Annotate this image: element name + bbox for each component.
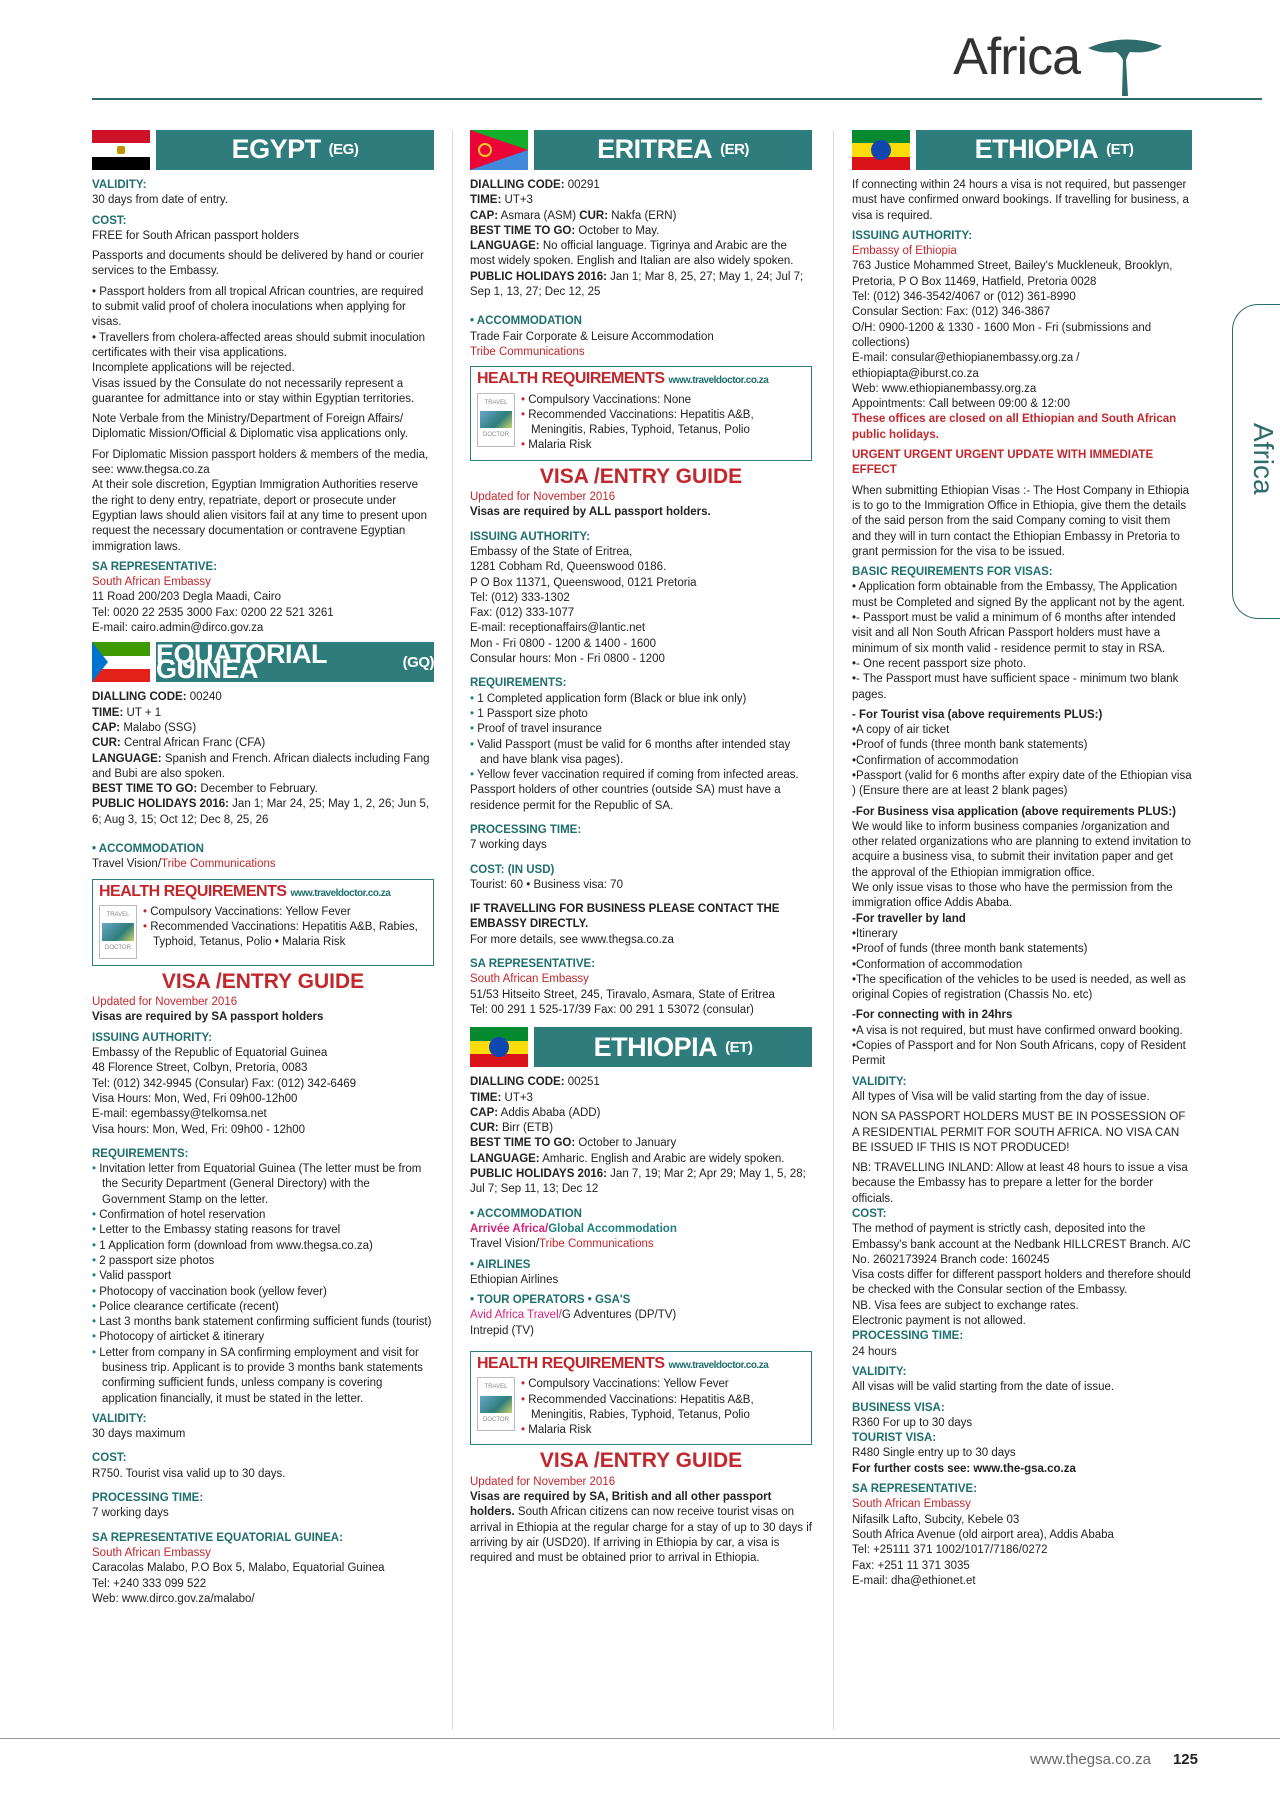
visa-required-note: Visas are required by SA passport holders xyxy=(92,1011,324,1024)
travel-doctor-icon: TRAVEL DOCTOR xyxy=(99,905,137,959)
field-value: Birr (ETB) xyxy=(498,1122,554,1135)
body-text: Incomplete applications will be rejected. xyxy=(92,362,295,375)
footer-site-link[interactable]: www.thegsa.co.za xyxy=(1030,1751,1151,1768)
cost-text: The method of payment is strictly cash, deposited into the Embassy's bank account at the Nedbank HILLCREST Branch. A/C No. 2602173924 Branch code: 160245 xyxy=(852,1223,1191,1266)
country-name: EGYPT xyxy=(231,134,321,165)
cost-text: FREE for South African passport holders xyxy=(92,229,300,242)
field-value: Asmara (ASM) xyxy=(498,209,580,222)
subsection-label: -For connecting with in 24hrs xyxy=(852,1009,1013,1022)
cost-text: Tourist: 60 • Business visa: 70 xyxy=(470,878,623,891)
health-requirements-box xyxy=(470,1351,812,1445)
body-text: If connecting within 24 hours a visa is not required, but passenger must have confirmed onward bookings. If travelling for business, a visa is required. xyxy=(852,179,1189,222)
country-code: (ET) xyxy=(725,1038,753,1056)
column-divider xyxy=(833,130,834,1730)
body-text: NON SA PASSPORT HOLDERS MUST BE IN POSSESSION OF A RESIDENTIAL PERMIT FOR SOUTH AFRICA. NO VISA CAN BE ISSUED IF THIS IS NOT PRODUCED! xyxy=(852,1111,1186,1154)
body-text: For Diplomatic Mission passport holders & members of the media, see: www.thegsa.co.za xyxy=(92,448,429,477)
field-value: 00251 xyxy=(564,1076,600,1089)
health-site-link[interactable]: www.traveldoctor.co.za xyxy=(668,375,769,387)
country-title xyxy=(156,639,434,685)
accommodation-link[interactable]: Tribe Communications xyxy=(470,345,585,358)
section-label: TOURIST VISA: xyxy=(852,1432,937,1445)
field-label: BEST TIME TO GO: xyxy=(92,783,198,796)
health-site-link[interactable]: www.traveldoctor.co.za xyxy=(668,1360,769,1371)
validity-text: 30 days maximum xyxy=(92,1428,186,1441)
field-label: TIME: xyxy=(470,1091,502,1104)
ethiopia-header xyxy=(852,130,1192,170)
section-label: SA REPRESENTATIVE EQUATORIAL GUINEA: xyxy=(92,1531,343,1544)
field-value: December to February. xyxy=(197,783,318,796)
country-code: (ET) xyxy=(1106,141,1134,159)
acacia-tree-icon xyxy=(1080,30,1170,100)
country-title xyxy=(534,1027,812,1067)
health-item: • Recommended Vaccinations: Hepatitis A&B, Rabies, Typhoid, Tetanus, Polio • Malaria Risk xyxy=(143,920,427,951)
authority-line: E-mail: receptionaffairs@lantic.net xyxy=(470,622,646,635)
field-label: BEST TIME TO GO: xyxy=(470,1137,576,1150)
field-value: UT+3 xyxy=(501,1091,533,1104)
processing-time: 7 working days xyxy=(92,1507,169,1520)
ethiopia-flag-icon xyxy=(470,1027,528,1067)
section-label: REQUIREMENTS: xyxy=(470,677,567,690)
field-value: UT + 1 xyxy=(123,706,162,719)
health-requirements-box xyxy=(470,366,812,460)
authority-line: 763 Justice Mohammed Street, Bailey's Muckleneuk, Brooklyn, Pretoria, P O Box 11469, Hatfield, Pretoria 0028 xyxy=(852,260,1173,288)
list-item: •- One recent passport size photo. xyxy=(852,657,1027,670)
visa-guide-heading: VISA /ENTRY GUIDE xyxy=(539,464,743,488)
field-label: CUR: xyxy=(92,737,121,750)
authority-line: O/H: 0900-1200 & 1330 - 1600 Mon - Fri (submissions and collections) xyxy=(852,321,1152,349)
rep-name: South African Embassy xyxy=(470,973,589,986)
validity-text: All types of Visa will be valid starting from the day of issue. xyxy=(852,1090,1150,1103)
cost-text: NB. Visa fees are subject to exchange rates. xyxy=(852,1299,1079,1312)
country-title xyxy=(534,130,812,170)
rep-name: South African Embassy xyxy=(852,1498,971,1511)
column-3 xyxy=(852,130,1192,1589)
requirements-list xyxy=(92,1162,434,1407)
visa-guide-heading: VISA /ENTRY GUIDE xyxy=(539,1449,743,1473)
updated-note: Updated for November 2016 xyxy=(470,1475,616,1488)
accommodation-link[interactable]: Trade Fair Corporate & Leisure Accommodation xyxy=(470,330,714,343)
rep-tel: Tel: 00 291 1 525-17/39 Fax: 00 291 1 53072 (consular) xyxy=(470,1003,754,1016)
field-value: Spanish and French. African dialects including Fang and Bubi are also spoken. xyxy=(92,752,430,780)
rep-tel: Tel: +25111 371 1002/1017/7186/0272 xyxy=(852,1544,1048,1557)
field-value: Jan 7, 19; Mar 2; Apr 29; May 1, 5, 28; Jul 7; Sep 11, 13; Dec 12 xyxy=(470,1168,806,1196)
section-label: COST: (IN USD) xyxy=(470,863,555,876)
field-value: Amharic. English and Arabic are widely spoken. xyxy=(539,1152,785,1165)
field-label: DIALLING CODE: xyxy=(470,1076,565,1089)
body-text: For more details, see www.thegsa.co.za xyxy=(470,933,674,946)
body-text: Note Verbale from the Ministry/Department of Foreign Affairs/ Diplomatic Mission/Official & Diplomatic visa applications only. xyxy=(92,413,408,441)
list-item: •Conformation of accommodation xyxy=(852,958,1023,971)
list-item: • 1 Completed application form (Black or blue ink only) xyxy=(470,692,812,707)
list-item: •A copy of air ticket xyxy=(852,724,950,737)
section-label: PROCESSING TIME: xyxy=(852,1330,964,1343)
section-label: VALIDITY: xyxy=(92,179,147,191)
page-number: 125 xyxy=(1172,1751,1198,1768)
list-item: •Proof of funds (three month bank statements) xyxy=(852,739,1088,752)
footer xyxy=(1030,1752,1198,1767)
section-label: • ACCOMMODATION xyxy=(470,315,582,328)
list-item: •Confirmation of accommodation xyxy=(852,754,1019,767)
section-label: ISSUING AUTHORITY: xyxy=(470,530,591,543)
field-label: LANGUAGE: xyxy=(470,1152,540,1165)
country-title xyxy=(156,130,434,170)
section-label: • TOUR OPERATORS • GSA'S xyxy=(470,1294,631,1307)
processing-time: 7 working days xyxy=(470,839,547,852)
field-value: 00240 xyxy=(186,691,222,704)
field-label: CUR: xyxy=(579,209,609,222)
body-text: We only issue visas to those who have the permission from the immigration office Addis Ababa. xyxy=(852,882,1173,910)
list-item: • Last 3 months bank statement confirming sufficient funds (tourist) xyxy=(92,1315,434,1330)
list-item: • Valid passport xyxy=(92,1269,434,1284)
column-2 xyxy=(470,130,812,1567)
list-item: •Itinerary xyxy=(852,927,898,940)
health-item: • Compulsory Vaccinations: Yellow Fever xyxy=(521,1377,805,1392)
authority-line: Tel: (012) 333-1302 xyxy=(470,591,570,604)
field-value: Addis Ababa (ADD) xyxy=(498,1106,601,1119)
field-value: No official language. Tigrinya and Arabic are the most widely spoken. English and Italian are also widely spoken. xyxy=(470,240,794,268)
body-text: When submitting Ethiopian Visas :- The Host Company in Ethiopia is to go to the Immigration Office in Ethiopia, give them the details of the said person from the said Company coming to visit them and they will in turn contact the Ethiopian Embassy in Pretoria to grant permission for the visa to be issued. xyxy=(852,484,1190,558)
list-item: • Confirmation of hotel reservation xyxy=(92,1208,434,1223)
body-text: At their sole discretion, Egyptian Immigration Authorities reserve the right to deny entry, repatriate, deport or prosecute under Egyptian laws should alien visitors fail at any time to present upon request the necessary documentation or contravene Egyptian immigration laws. xyxy=(92,479,427,553)
field-value: October to May. xyxy=(575,224,660,237)
body-text: • Travellers from cholera-affected areas should submit inoculation certificates with their visa applications. xyxy=(92,331,426,359)
accommodation-link[interactable]: Tribe Communications xyxy=(161,858,276,871)
section-label: COST: xyxy=(92,1452,127,1465)
field-label: TIME: xyxy=(470,194,502,207)
airline-link[interactable]: Ethiopian Airlines xyxy=(470,1273,559,1286)
health-item: • Recommended Vaccinations: Hepatitis A&B, Meningitis, Rabies, Typhoid, Tetanus, Polio xyxy=(521,408,805,439)
rep-address: 11 Road 200/203 Degla Maadi, Cairo xyxy=(92,591,282,604)
list-item: • Invitation letter from Equatorial Guinea (The letter must be from the Security Department (General Directory) with the Government Stamp on the letter. xyxy=(92,1162,434,1208)
health-item: • Compulsory Vaccinations: Yellow Fever xyxy=(143,905,427,920)
health-title: HEALTH REQUIREMENTS xyxy=(477,1355,665,1372)
field-value: Nakfa (ERN) xyxy=(608,209,677,222)
field-label: PUBLIC HOLIDAYS 2016: xyxy=(470,270,607,283)
list-item: •Copies of Passport and for Non South Africans, copy of Resident Permit xyxy=(852,1040,1186,1068)
field-value: 00291 xyxy=(564,179,600,191)
eritrea-header xyxy=(470,130,812,170)
country-name: ETHIOPIA xyxy=(593,1031,718,1062)
updated-note: Updated for November 2016 xyxy=(92,996,238,1009)
country-name: ETHIOPIA xyxy=(974,134,1099,165)
list-item: •Passport (valid for 6 months after expiry date of the Ethiopian visa ) (Ensure there are at least 2 blank pages) xyxy=(852,769,1192,798)
validity-text: 30 days from date of entry. xyxy=(92,194,228,207)
urgent-heading: URGENT URGENT URGENT UPDATE WITH IMMEDIATE EFFECT xyxy=(852,449,1154,477)
rep-name: South African Embassy xyxy=(92,1546,211,1559)
list-item: • Valid Passport (must be valid for 6 months after intended stay and have blank visa pages). xyxy=(470,738,812,769)
list-item: • Letter from company in SA confirming employment and visit for business trip. Applicant is to provide 3 months bank statements confirming sufficient funds, unless company is covering application financially, it must be stated in the letter. xyxy=(92,1346,434,1407)
side-tab-label: Africa xyxy=(1248,423,1279,495)
list-item: • Yellow fever vaccination required if coming from infected areas. xyxy=(470,768,812,783)
health-site-link[interactable]: www.traveldoctor.co.za xyxy=(290,887,391,899)
validity-text: All visas will be valid starting from the date of issue. xyxy=(852,1381,1115,1394)
country-name: ERITREA xyxy=(597,134,713,165)
list-item: • Letter to the Embassy stating reasons for travel xyxy=(92,1223,434,1238)
visa-required-note: Visas are required by SA, British and all other passport holders. xyxy=(470,1491,772,1519)
requirements-list xyxy=(470,692,812,784)
section-label: VALIDITY: xyxy=(852,1075,907,1088)
region-title: Africa xyxy=(953,28,1080,86)
list-item: • Proof of travel insurance xyxy=(470,722,812,737)
business-visa-cost: R360 For up to 30 days xyxy=(852,1416,973,1429)
cost-text: Visa costs differ for different passport holders and therefore should be checked with the Consular section of the Embassy. xyxy=(852,1269,1191,1297)
accommodation-link[interactable]: Travel Vision/ xyxy=(470,1238,540,1251)
section-label: PROCESSING TIME: xyxy=(470,823,582,836)
health-item: • Recommended Vaccinations: Hepatitis A&B, Meningitis, Rabies, Typhoid, Tetanus, Polio xyxy=(521,1393,805,1424)
field-label: CAP: xyxy=(92,721,121,734)
section-label: • AIRLINES xyxy=(470,1258,531,1271)
header-rule xyxy=(92,98,1262,100)
list-item: • Photocopy of airticket & itinerary xyxy=(92,1330,434,1345)
field-label: BEST TIME TO GO: xyxy=(470,224,576,237)
authority-line: Embassy of the State of Eritrea, xyxy=(470,545,633,558)
business-note: IF TRAVELLING FOR BUSINESS PLEASE CONTACT THE EMBASSY DIRECTLY. xyxy=(470,903,780,931)
authority-line: Tel: (012) 342-9945 (Consular) Fax: (012) 342-6469 xyxy=(92,1077,357,1090)
section-label: REQUIREMENTS: xyxy=(92,1147,189,1160)
field-label: PUBLIC HOLIDAYS 2016: xyxy=(92,798,229,811)
list-item: •- Passport must be valid a minimum of 6 months after intended visit and all Non South African Passport holders must have a minimum of six month valid - residence permit to stay in RSA. xyxy=(852,612,1176,655)
field-value: Central African Franc (CFA) xyxy=(120,737,266,750)
tourist-visa-cost: R480 Single entry up to 30 days xyxy=(852,1447,1016,1460)
field-label: DIALLING CODE: xyxy=(470,179,565,191)
visa-guide-heading: VISA /ENTRY GUIDE xyxy=(161,969,365,993)
field-label: LANGUAGE: xyxy=(470,240,540,253)
rep-name: South African Embassy xyxy=(92,576,211,589)
ethiopia-flag-icon xyxy=(852,130,910,170)
field-label: TIME: xyxy=(92,706,124,719)
footer-rule xyxy=(0,1738,1280,1739)
field-label: CAP: xyxy=(470,209,499,222)
list-item: • Photocopy of vaccination book (yellow fever) xyxy=(92,1285,434,1300)
rep-web: Web: www.dirco.gov.za/malabo/ xyxy=(92,1592,255,1605)
authority-line: Mon - Fri 0800 - 1200 & 1400 - 1600 xyxy=(470,637,657,650)
authority-line: 48 Florence Street, Colbyn, Pretoria, 0083 xyxy=(92,1062,308,1075)
body-text: We would like to inform business companies /organization and other related organizations who are planning to extend invitation to acquire a business visa, to submit their invitation paper and get the approval of the Ethiopian immigration office. xyxy=(852,820,1191,879)
health-item: • Malaria Risk xyxy=(521,438,805,453)
field-label: PUBLIC HOLIDAYS 2016: xyxy=(470,1168,607,1181)
travel-doctor-icon: TRAVEL DOCTOR xyxy=(477,1377,515,1431)
cost-text: Electronic payment is not allowed. xyxy=(852,1315,1026,1328)
travel-doctor-icon: TRAVEL DOCTOR xyxy=(477,393,515,447)
field-value: Jan 1; Mar 8, 25, 27; May 1, 24; Jul 7; Sep 1, 13, 27; Dec 12, 25 xyxy=(470,270,804,299)
body-text: • Passport holders from all tropical African countries, are required to submit valid proof of cholera inoculations when applying for visas. xyxy=(92,285,424,329)
further-costs-link[interactable]: For further costs see: www.the-gsa.co.za xyxy=(852,1462,1076,1475)
cost-text: R750. Tourist visa valid up to 30 days. xyxy=(92,1467,286,1480)
list-item: •A visa is not required, but must have confirmed onward booking. xyxy=(852,1024,1183,1037)
accommodation-link[interactable]: Global Accommodation xyxy=(548,1222,677,1235)
authority-line: P O Box 11371, Queenswood, 0121 Pretoria xyxy=(470,576,697,589)
accommodation-link[interactable]: Arrivée Africa/ xyxy=(470,1222,549,1235)
authority-line: Visa Hours: Mon, Wed, Fri 09h00-12h00 xyxy=(92,1092,298,1105)
body-text: Visas issued by the Consulate do not necessarily represent a guarantee for admittance into or stay within Egyptian territories. xyxy=(92,377,415,405)
egypt-header xyxy=(92,130,434,170)
rep-address: Nifasilk Lafto, Subcity, Kebele 03 xyxy=(852,1513,1020,1526)
tour-operator-link[interactable]: Avid Africa Travel/ xyxy=(470,1309,562,1322)
section-label: SA REPRESENTATIVE: xyxy=(470,958,596,971)
health-title: HEALTH REQUIREMENTS xyxy=(99,882,287,900)
body-text: South African citizens can now receive tourist visas on arrival in Ethiopia at the regular charge for a stay of up to 30 days if arriving by air (USD20). If arriving in Ethiopia by car, a visa is required and must be obtained prior to arrival in Ethiopia. xyxy=(470,1506,812,1565)
field-label: DIALLING CODE: xyxy=(92,691,187,704)
rep-address: 51/53 Hitseito Street, 245, Tiravalo, Asmara, State of Eritrea xyxy=(470,988,775,1001)
equatorial-guinea-flag-icon xyxy=(92,642,150,682)
health-requirements-box xyxy=(92,879,434,966)
section-label: BUSINESS VISA: xyxy=(852,1401,945,1414)
ethiopia-header xyxy=(470,1027,812,1067)
country-code: (ER) xyxy=(720,141,749,159)
section-label: SA REPRESENTATIVE: xyxy=(852,1483,978,1496)
authority-name: Embassy of Ethiopia xyxy=(852,245,957,258)
body-text: Passports and documents should be delivered by hand or courier services to the Embassy. xyxy=(92,250,424,278)
section-label: VALIDITY: xyxy=(852,1365,907,1378)
list-item: • Police clearance certificate (recent) xyxy=(92,1300,434,1315)
closed-note: These offices are closed on all Ethiopian and South African public holidays. xyxy=(852,413,1177,441)
updated-note: Updated for November 2016 xyxy=(470,491,616,504)
authority-line: Embassy of the Republic of Equatorial Guinea xyxy=(92,1047,328,1060)
country-code: (GQ) xyxy=(402,653,434,671)
section-label: • ACCOMMODATION xyxy=(470,1207,582,1220)
accommodation-link[interactable]: Tribe Communications xyxy=(539,1238,654,1251)
field-value: UT+3 xyxy=(501,194,533,207)
authority-line: 1281 Cobham Rd, Queenswood 0186. xyxy=(470,561,667,574)
eqg-header xyxy=(92,639,434,685)
field-label: CAP: xyxy=(470,1106,499,1119)
subsection-label: -For Business visa application (above requirements PLUS:) xyxy=(852,805,1176,818)
tour-operator-link[interactable]: G Adventures (DP/TV) xyxy=(561,1309,677,1322)
section-label: BASIC REQUIREMENTS FOR VISAS: xyxy=(852,566,1053,579)
body-text: NB: TRAVELLING INLAND: Allow at least 48 hours to issue a visa because the Embassy has to prepare a letter for the border officials. xyxy=(852,1162,1188,1205)
rep-email: E-mail: cairo.admin@dirco.gov.za xyxy=(92,622,264,635)
field-label: LANGUAGE: xyxy=(92,752,162,765)
section-label: COST: xyxy=(852,1208,887,1220)
list-item: • 1 Application form (download from www.thegsa.co.za) xyxy=(92,1239,434,1254)
egypt-flag-icon xyxy=(92,130,150,170)
section-label: ISSUING AUTHORITY: xyxy=(852,229,973,242)
column-1 xyxy=(92,130,434,1607)
column-divider xyxy=(452,130,453,1730)
rep-tel: Tel: 0020 22 2535 3000 Fax: 0200 22 521 3261 xyxy=(92,606,334,619)
subsection-label: - For Tourist visa (above requirements PLUS:) xyxy=(852,708,1103,721)
section-label: ISSUING AUTHORITY: xyxy=(92,1031,213,1044)
list-item: • 2 passport size photos xyxy=(92,1254,434,1269)
authority-line: Consular Section: Fax: (012) 346-3867 xyxy=(852,306,1051,319)
section-label: SA REPRESENTATIVE: xyxy=(92,560,218,573)
country-code: (EG) xyxy=(328,141,359,159)
authority-line: E-mail: consular@ethiopianembassy.org.za / ethiopiapta@iburst.co.za xyxy=(852,352,1080,380)
rep-address: Caracolas Malabo, P.O Box 5, Malabo, Equatorial Guinea xyxy=(92,1562,385,1575)
list-item: •- The Passport must have sufficient space - minimum two blank pages. xyxy=(852,673,1179,701)
authority-line: Appointments: Call between 09:00 & 12:00 xyxy=(852,398,1071,411)
accommodation-link[interactable]: Travel Vision/ xyxy=(92,858,162,871)
health-item: • Malaria Risk xyxy=(521,1423,805,1438)
rep-address: South Africa Avenue (old airport area), Addis Ababa xyxy=(852,1528,1114,1541)
health-title: HEALTH REQUIREMENTS xyxy=(477,370,665,388)
list-item: •Proof of funds (three month bank statements) xyxy=(852,943,1088,956)
country-name: EQUATORIAL GUINEA xyxy=(156,639,327,685)
list-item: •The specification of the vehicles to be used is needed, as well as original Copies of registration (Chassis No. etc) xyxy=(852,973,1186,1002)
field-value: Jan 1; Mar 24, 25; May 1, 2, 26; Jun 5, 6; Aug 3, 15; Oct 12; Dec 8, 25, 26 xyxy=(92,798,430,826)
section-label: COST: xyxy=(92,214,127,227)
body-text: Passport holders of other countries (outside SA) must have a residence permit for the Republic of SA. xyxy=(470,784,781,812)
authority-line: Fax: (012) 333-1077 xyxy=(470,607,575,620)
list-item: • Application form obtainable from the Embassy, The Application must be Completed and signed By the applicant not by the agent. xyxy=(852,581,1186,609)
tour-operator-link[interactable]: Intrepid (TV) xyxy=(470,1324,534,1337)
subsection-label: -For traveller by land xyxy=(852,912,966,925)
side-tab[interactable] xyxy=(1232,304,1280,619)
authority-line: Consular hours: Mon - Fri 0800 - 1200 xyxy=(470,653,665,666)
field-label: CUR: xyxy=(470,1122,499,1135)
rep-fax: Fax: +251 11 371 3035 xyxy=(852,1559,970,1572)
visa-required-note: Visas are required by ALL passport holders. xyxy=(470,506,711,519)
field-value: October to January xyxy=(575,1137,677,1150)
rep-tel: Tel: +240 333 099 522 xyxy=(92,1577,207,1590)
section-label: • ACCOMMODATION xyxy=(92,842,204,855)
country-title xyxy=(916,130,1192,170)
section-label: PROCESSING TIME: xyxy=(92,1492,204,1505)
authority-line: E-mail: egembassy@telkomsa.net xyxy=(92,1108,267,1121)
health-item: • Compulsory Vaccinations: None xyxy=(521,393,805,408)
authority-line: Visa hours: Mon, Wed, Fri: 09h00 - 12h00 xyxy=(92,1123,306,1136)
section-label: VALIDITY: xyxy=(92,1412,147,1425)
authority-line: Tel: (012) 346-3542/4067 or (012) 361-8990 xyxy=(852,291,1076,304)
list-item: • 1 Passport size photo xyxy=(470,707,812,722)
eritrea-flag-icon xyxy=(470,130,528,170)
field-value: Malabo (SSG) xyxy=(120,721,197,734)
processing-time: 24 hours xyxy=(852,1345,897,1358)
authority-line: Web: www.ethiopianembassy.org.za xyxy=(852,382,1037,395)
rep-email: E-mail: dha@ethionet.et xyxy=(852,1574,976,1587)
